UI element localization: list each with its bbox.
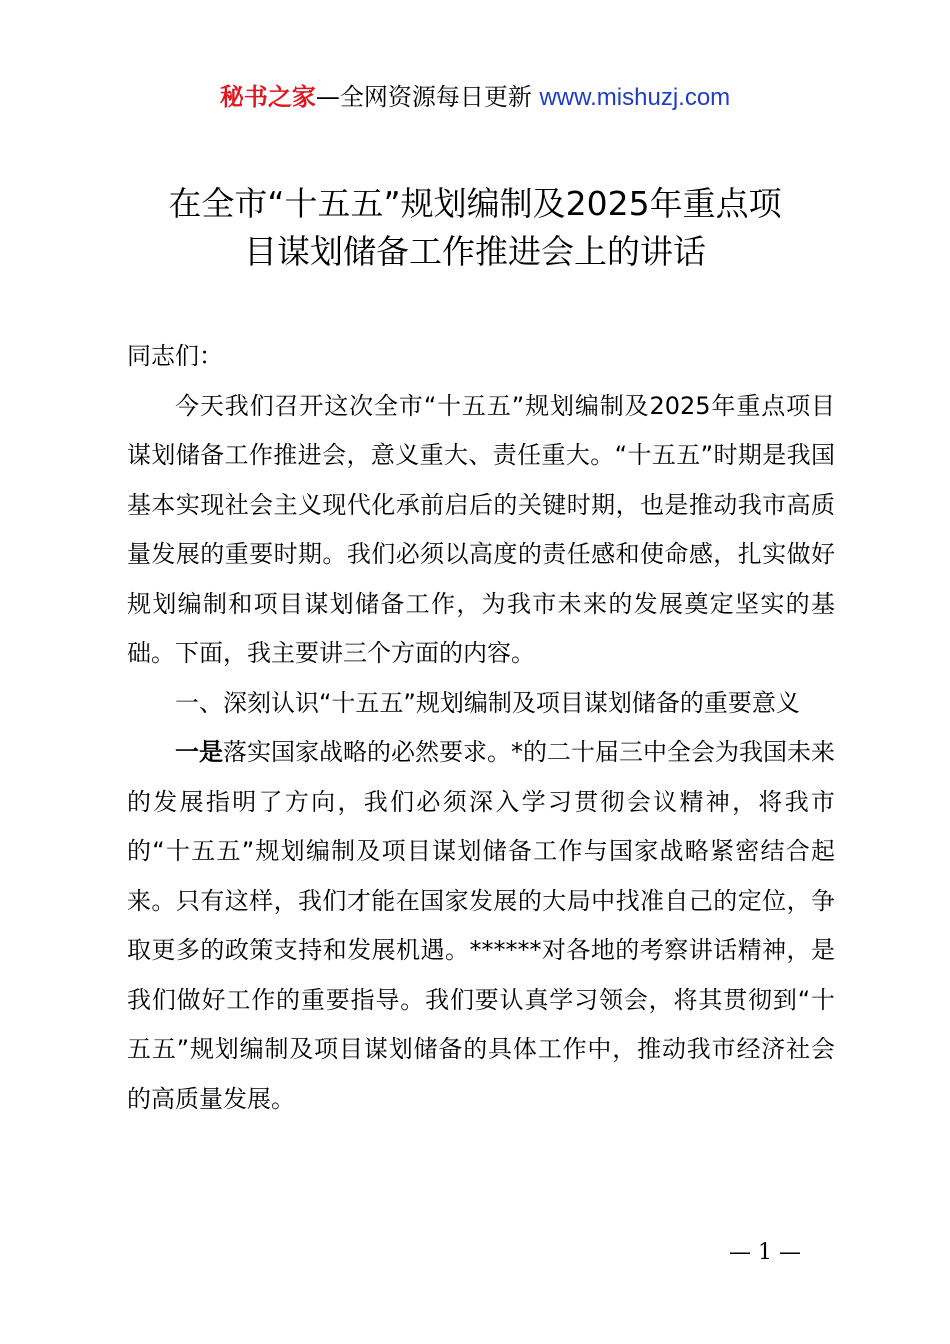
document-title	[120, 180, 830, 276]
document-body	[127, 332, 835, 1124]
title-line-2: 目谋划储备工作推进会上的讲话	[244, 232, 706, 271]
point-lead: 一是	[175, 738, 223, 766]
section-heading-1: 一、深刻认识“十五五”规划编制及项目谋划储备的重要意义	[175, 688, 800, 717]
site-url-link[interactable]: www.mishuzj.com	[539, 84, 731, 111]
site-banner	[0, 80, 950, 115]
intro-paragraph: 今天我们召开这次全市“十五五”规划编制及2025年重点项目谋划储备工作推进会，意义重大、责任重大。“十五五”时期是我国基本实现社会主义现代化承前启后的关键时期，也是推动我市高质量发展的重要时期。我们必须以高度的责任感和使命感，扎实做好规划编制和项目谋划储备工作，为我市未来的发展奠定坚实的基础。下面，我主要讲三个方面的内容。	[127, 391, 835, 667]
banner-slogan: —全网资源每日更新	[315, 83, 540, 111]
page-number: — 1 —	[729, 1240, 801, 1265]
salutation: 同志们：	[127, 342, 223, 370]
point-paragraph-1	[127, 728, 835, 1124]
title-line-1: 在全市“十五五”规划编制及2025年重点项	[168, 184, 782, 223]
brand-name: 秘书之家	[219, 83, 316, 111]
point-text: 落实国家战略的必然要求。*的二十届三中全会为我国未来的发展指明了方向，我们必须深入学习贯彻会议精神，将我市的“十五五”规划编制及项目谋划储备工作与国家战略紧密结合起来。只有这样，我们才能在国家发展的大局中找准自己的定位，争取更多的政策支持和发展机遇。******对各地的考察讲话精神，是我们做好工作的重要指导。我们要认真学习领会，将其贯彻到“十五五”规划编制及项目谋划储备的具体工作中，推动我市经济社会的高质量发展。	[127, 738, 835, 1113]
